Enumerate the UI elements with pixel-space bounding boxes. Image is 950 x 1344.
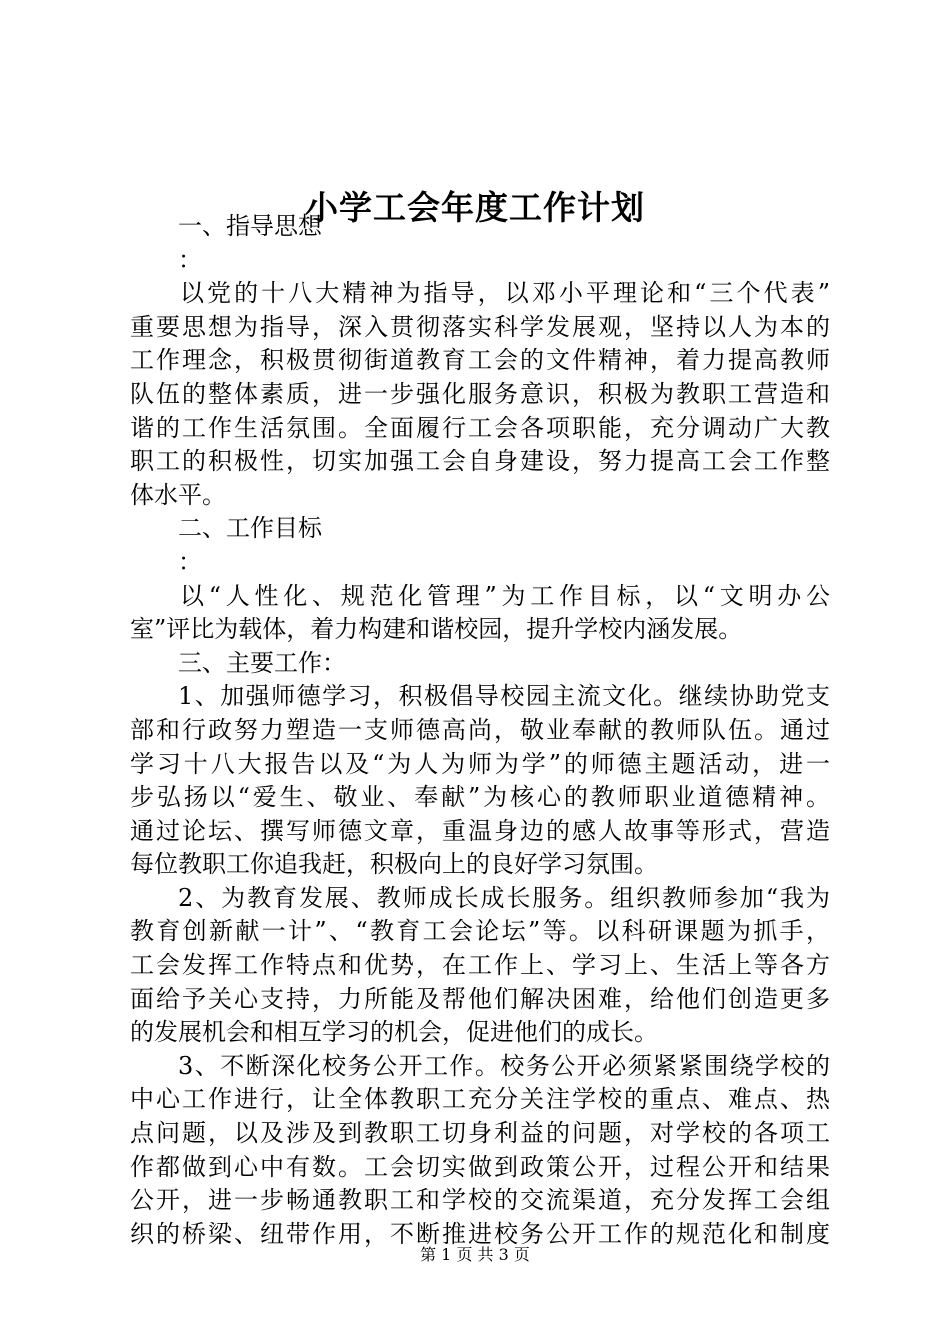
text-line: 面给予关心支持，力所能及帮他们解决困难，给他们创造更多 [130,984,830,1013]
document-title: 小学工会年度工作计划 [305,188,645,227]
text-line: 一、指导思想 [178,212,322,240]
text-line: ： [178,547,202,576]
text-line: 公开，进一步畅通教职工和学校的交流渠道，充分发挥工会组 [130,1186,830,1215]
text-line: 二、工作目标 [178,514,322,543]
text-line: 工作理念，积极贯彻街道教育工会的文件精神，着力提高教师 [130,346,830,375]
text-line: 以“人性化、规范化管理”为工作目标，以“文明办公 [180,581,830,610]
text-line: 的发展机会和相互学习的机会，促进他们的成长。 [130,1018,658,1047]
text-line: 职工的积极性，切实加强工会自身建设，努力提高工会工作整 [130,447,830,476]
text-line: ： [178,245,202,274]
document-body [130,210,830,1251]
text-line: 三、主要工作： [178,648,346,677]
text-line: 重要思想为指导，深入贯彻落实科学发展观，坚持以人为本的 [130,312,830,341]
text-line: 2、为教育发展、教师成长成长服务。组织教师参加“我为 [178,883,830,912]
text-line: 学习十八大报告以及“为人为师为学”的师德主题活动，进一 [130,749,830,778]
text-line: 教育创新献一计”、“教育工会论坛”等。以科研课题为抓手， [130,917,830,946]
text-line: 织的桥梁、纽带作用，不断推进校务公开工作的规范化和制度 [130,1219,830,1248]
text-line: 部和行政努力塑造一支师德高尚，敬业奉献的教师队伍。通过 [130,715,830,744]
text-line: 谐的工作生活氛围。全面履行工会各项职能，充分调动广大教 [130,413,830,442]
text-line: 点问题，以及涉及到教职工切身利益的问题，对学校的各项工 [130,1119,830,1148]
text-line: 体水平。 [130,480,226,509]
text-line: 1、加强师德学习，积极倡导校园主流文化。继续协助党支 [178,682,830,711]
text-line: 3、不断深化校务公开工作。校务公开必须紧紧围绕学校的 [178,1051,830,1080]
text-line: 中心工作进行，让全体教职工充分关注学校的重点、难点、热 [130,1085,830,1114]
text-line: 步弘扬以“爱生、敬业、奉献”为核心的教师职业道德精神。 [130,783,830,812]
text-line: 工会发挥工作特点和优势，在工作上、学习上、生活上等各方 [130,951,830,980]
text-line: 通过论坛、撰写师德文章，重温身边的感人故事等形式，营造 [130,816,830,845]
page-footer: 第 1 页 共 3 页 [420,1245,530,1264]
text-line: 以党的十八大精神为指导，以邓小平理论和“三个代表” [180,279,830,308]
text-line: 室”评比为载体，着力构建和谐校园，提升学校内涵发展。 [130,615,743,644]
text-line: 队伍的整体素质，进一步强化服务意识，积极为教职工营造和 [130,379,830,408]
text-line: 作都做到心中有数。工会切实做到政策公开，过程公开和结果 [130,1152,830,1181]
text-line: 每位教职工你追我赶，积极向上的良好学习氛围。 [130,850,658,879]
